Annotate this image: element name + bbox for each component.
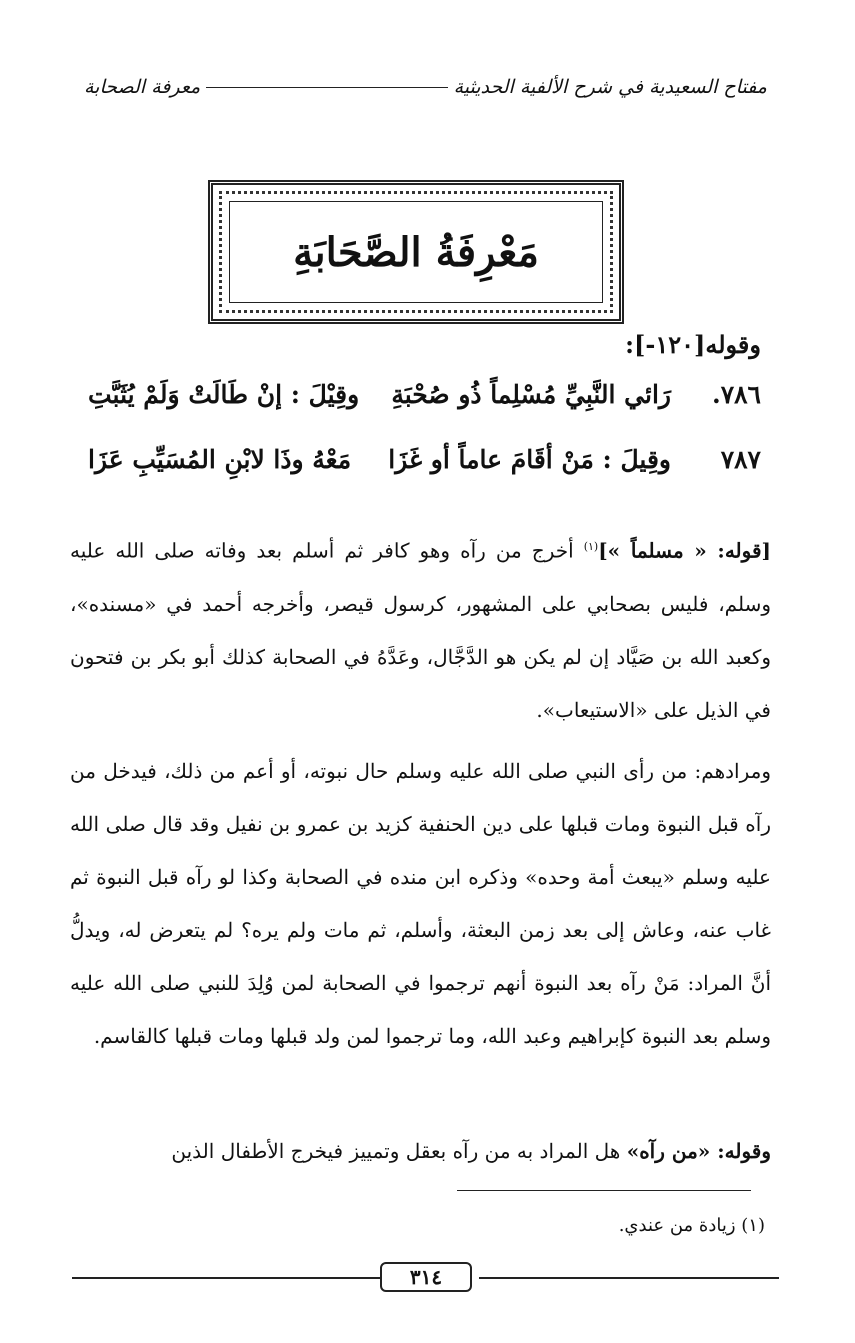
commentary-text: أخرج من رآه وهو كافر ثم أسلم بعد وفاته صلى الله عليه وسلم، فليس بصحابي على المشهور، كرسول قيصر، وأخرجه أحمد في «مسنده»، وكعبد الله بن صَيَّاد إن لم يكن هو الدَّجَّال، وعَدَّهُ في الصحابة كذلك أبو بكر بن فتحون في الذيل على «الاستيعاب». — [70, 538, 771, 722]
page-number: ٣١٤ — [380, 1262, 472, 1292]
page-number-rule-right — [479, 1277, 779, 1279]
poem-intro: وقوله[١٢٠-]: — [625, 330, 761, 359]
chapter-title: مَعْرِفَةُ الصَّحَابَةِ — [293, 228, 539, 276]
commentary-lead: [قوله: « مسلماً »] — [598, 538, 771, 563]
commentary-text: هل المراد به من رآه بعقل وتمييز فيخرج الأطفال الذين — [171, 1139, 627, 1163]
verse-number: ٧٨٦. — [711, 380, 761, 409]
verse-second-hemistich: مَعْهُ وذَا لابْنِ المُسَيِّبِ عَزَا — [88, 445, 352, 474]
verse-786 — [88, 380, 761, 430]
commentary-lead: وقوله: «من رآه» — [626, 1139, 771, 1163]
verse-second-hemistich: وقِيْلَ : إنْ طَالَتْ وَلَمْ يُثَبَّتِ — [88, 380, 360, 409]
verse-first-hemistich: رَائي النَّبِيِّ مُسْلِماً ذُو صُحْبَةِ — [391, 380, 671, 409]
commentary-paragraph — [70, 1125, 771, 1178]
header-rule — [206, 86, 447, 88]
header-book-title: مفتاح السعيدية في شرح الألفية الحديثية — [453, 76, 767, 98]
running-header — [84, 70, 767, 104]
footnote-rule — [457, 1190, 751, 1191]
commentary-paragraph — [70, 520, 771, 737]
verse-first-hemistich: وقِيلَ : مَنْ أقَامَ عاماً أو غَزَا — [388, 445, 671, 474]
page-number-rule-left — [72, 1277, 380, 1279]
footnote: (١) زيادة من عندي. — [618, 1215, 765, 1236]
ornamental-title-frame — [208, 180, 624, 324]
header-chapter: معرفة الصحابة — [84, 76, 201, 98]
verse-number: ٧٨٧ — [720, 445, 761, 474]
commentary-paragraph — [70, 745, 771, 1063]
footnote-reference: (١) — [583, 540, 599, 553]
verse-787 — [88, 445, 761, 495]
commentary-text: ومرادهم: من رأى النبي صلى الله عليه وسلم حال نبوته، أو أعم من ذلك، فيدخل من رآه قبل النبوة ومات قبلها على دين الحنفية كزيد بن عمرو بن نفيل وقد قال صلى الله عليه وسلم «يبعث أمة وحده» وذكره ابن منده في الصحابة وكذا لو رآه قبل النبوة ثم غاب عنه، وعاش إلى بعد زمن البعثة، وأسلم، ثم مات ولم يره؟ لم يتعرض له، ويدلُّ أنَّ المراد: مَنْ رآه بعد النبوة أنهم ترجموا في الصحابة لمن وُلِدَ للنبي صلى الله عليه وسلم بعد النبوة كإبراهيم وعبد الله، وما ترجموا لمن ولد قبلها ومات قبلها كالقاسم. — [70, 759, 772, 1048]
